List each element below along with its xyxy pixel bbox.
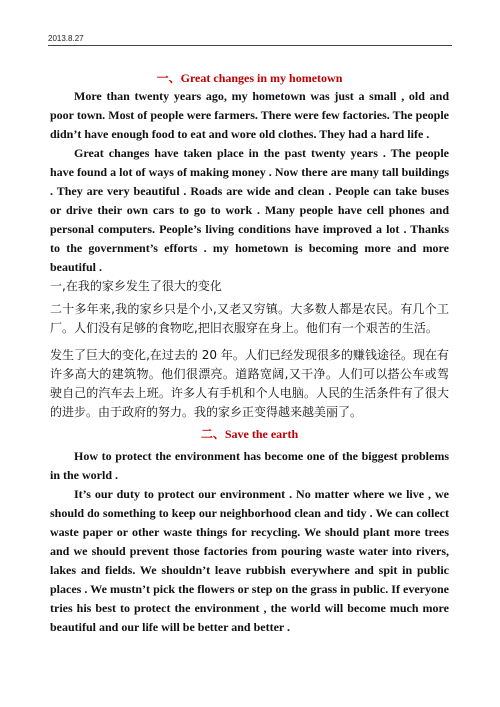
section1-cn-paragraph-1: 二十多年来,我的家乡只是个小,又老又穷镇。大多数人都是农民。有几个工厂。人们没有足够的食物吃,把旧衣服穿在身上。他们有一个艰苦的生活。 [50, 302, 449, 335]
section1-heading: 一、Great changes in my hometown [156, 71, 343, 85]
header-date: 2013.8.27 [48, 34, 84, 43]
section1-paragraph-2: Great changes have taken place in the past twenty years . The people have found a lot of ways of making money . Now there are many tall buildings . They are very beautiful . Roads are wide and clean . People can take buses or drive their own cars to go to work . Many people have cell phones and personal computers. People’s living conditions have improved a lot . Thanks to the government’s efforts . my hometown is becoming more and more beautiful . [50, 146, 449, 274]
section2-paragraph-2: It’s our duty to protect our environment . No matter where we live , we should do something to keep our neighborhood clean and tidy . We can collect waste paper or other waste things for recycling. We should plant more trees and we should prevent those factories from pouring waste water into rivers, lakes and fields. We shouldn’t leave rubbish everywhere and spit in public places . We mustn’t pick the flowers or step on the grass in public. If everyone tries his best to protect the environment , the world will become much more beautiful and our life will be better and better . [50, 487, 449, 634]
section2-paragraph-1: How to protect the environment has become one of the biggest problems in the world . [50, 449, 449, 482]
section1-cn-title: 一,在我的家乡发生了很大的变化 [50, 279, 222, 293]
section1-cn-paragraph-2: 发生了巨大的变化,在过去的 20 年。人们已经发现很多的赚钱途径。现在有许多高大的建筑物。他们很漂亮。道路宽阔,又干净。人们可以搭公车或驾驶自己的汽车去上班。许多人有手机和个人电脑。人民的生活条件有了很大的进步。由于政府的努力。我的家乡正变得越来越美丽了。 [50, 348, 449, 419]
document-body [50, 70, 449, 637]
section1-paragraph-1: More than twenty years ago, my hometown was just a small , old and poor town. Most of people were farmers. There were few factories. The people didn’t have enough food to eat and wore old clothes. They had a hard life . [50, 89, 449, 141]
section2-heading: 二、Save the earth [200, 427, 299, 441]
header-rule [48, 45, 452, 46]
